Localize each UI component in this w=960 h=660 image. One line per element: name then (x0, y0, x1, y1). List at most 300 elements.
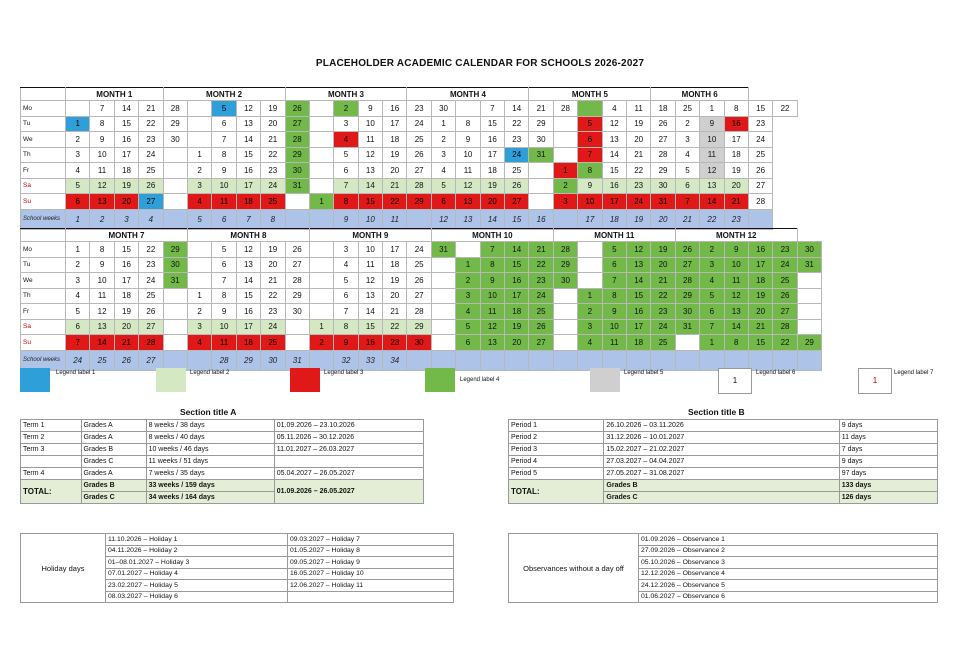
calendar-day: 14 (505, 101, 529, 117)
holidays-total-value: 133 days (839, 480, 937, 492)
calendar-day: 16 (724, 116, 748, 132)
calendar-day: 13 (700, 178, 724, 194)
calendar-day: 26 (139, 178, 163, 194)
calendar-day: 5 (431, 178, 455, 194)
calendar-day: 18 (236, 194, 260, 210)
calendar-day: 20 (114, 319, 138, 335)
observance-item: 27.09.2026 – Observance 2 (639, 545, 938, 557)
calendar-day (797, 288, 821, 304)
calendar-day: 9 (456, 132, 480, 148)
calendar-day: 19 (383, 273, 407, 289)
weeks-table (20, 419, 424, 504)
calendar-day (187, 101, 211, 117)
calendar-day: 29 (553, 257, 577, 273)
calendar-day: 22 (651, 288, 675, 304)
weeks-total-value: 33 weeks / 159 days (146, 480, 274, 492)
calendar-day: 27 (285, 116, 309, 132)
calendar-day: 11 (456, 163, 480, 179)
calendar-day: 1 (309, 194, 333, 210)
weeks-total-grade: Grades B (81, 480, 146, 492)
calendar-day: 8 (578, 163, 602, 179)
calendar-day: 19 (724, 163, 748, 179)
calendar-day: 14 (90, 335, 114, 351)
calendar-day: 29 (163, 116, 187, 132)
holiday-item: 16.05.2027 – Holiday 10 (287, 568, 453, 580)
calendar-day: 19 (505, 319, 529, 335)
observance-item: 05.10.2026 – Observance 3 (639, 557, 938, 569)
calendar-day: 3 (456, 288, 480, 304)
week-number: 11 (383, 209, 407, 229)
calendar-day: 2 (334, 101, 358, 117)
calendar-day: 31 (529, 147, 553, 163)
calendar-day: 9 (90, 257, 114, 273)
week-number (407, 350, 431, 370)
calendar-day: 30 (675, 304, 699, 320)
month-header: MONTH 4 (407, 88, 529, 101)
holiday-days-table (20, 533, 454, 603)
calendar-day: 1 (456, 257, 480, 273)
calendar-day (163, 304, 187, 320)
calendar-day: 9 (212, 163, 236, 179)
weeks-cell: 10 weeks / 46 days (146, 444, 274, 456)
calendar-day: 22 (626, 163, 650, 179)
week-number (505, 350, 529, 370)
calendar-day: 9 (578, 178, 602, 194)
calendar-day (309, 242, 333, 258)
calendar-day: 13 (90, 194, 114, 210)
calendar-day: 6 (334, 163, 358, 179)
calendar-day: 24 (529, 288, 553, 304)
legend-dayoff-box: 1 (858, 368, 892, 394)
month-header: MONTH 1 (66, 88, 164, 101)
week-number: 17 (578, 209, 602, 229)
calendar-day: 17 (236, 319, 260, 335)
calendar-day: 28 (651, 147, 675, 163)
calendar-day: 17 (383, 116, 407, 132)
calendar-day: 27 (139, 194, 163, 210)
calendar-day: 17 (383, 242, 407, 258)
calendar-day: 11 (212, 194, 236, 210)
calendar-day: 12 (358, 147, 382, 163)
calendar-day: 26 (407, 147, 431, 163)
calendar-day: 19 (383, 147, 407, 163)
calendar-day: 17 (480, 147, 504, 163)
calendar-day: 5 (334, 147, 358, 163)
calendar-day: 2 (578, 304, 602, 320)
calendar-day: 9 (334, 335, 358, 351)
calendar-day: 21 (529, 101, 553, 117)
calendar-day: 29 (529, 116, 553, 132)
calendar-day: 1 (700, 335, 724, 351)
calendar-day: 10 (358, 116, 382, 132)
calendar-day: 21 (114, 335, 138, 351)
calendar-day: 29 (797, 335, 821, 351)
calendar-day: 7 (578, 147, 602, 163)
calendar-day: 15 (358, 194, 382, 210)
calendar-day: 21 (529, 242, 553, 258)
calendar-day: 12 (700, 163, 724, 179)
calendar-day: 24 (407, 242, 431, 258)
calendar-day: 9 (700, 116, 724, 132)
calendar-day (431, 257, 455, 273)
month-header: MONTH 8 (187, 229, 309, 242)
calendar-day: 15 (114, 242, 138, 258)
calendar-day: 2 (700, 242, 724, 258)
calendar-day (578, 242, 602, 258)
calendar-day: 16 (383, 101, 407, 117)
week-number: 9 (334, 209, 358, 229)
holidays-cell: Period 1 (509, 420, 604, 432)
observance-item: 12.12.2026 – Observance 4 (639, 568, 938, 580)
calendar-day: 30 (163, 257, 187, 273)
calendar-day: 9 (480, 273, 504, 289)
week-number (163, 350, 187, 370)
calendar-day (553, 147, 577, 163)
calendar-day: 21 (383, 304, 407, 320)
calendar-day: 12 (724, 288, 748, 304)
calendar-day: 28 (285, 273, 309, 289)
calendar-day: 13 (456, 194, 480, 210)
month-header: MONTH 11 (553, 229, 675, 242)
calendar-day: 16 (236, 163, 260, 179)
legend-red-swatch (290, 368, 320, 392)
calendar-day (309, 163, 333, 179)
calendar-day (578, 101, 602, 117)
calendar-day: 28 (675, 273, 699, 289)
calendar-day: 3 (334, 116, 358, 132)
weeks-cell: Term 2 (21, 432, 82, 444)
weeks-table-title: Section title A (180, 407, 237, 417)
week-number (407, 209, 431, 229)
calendar-day: 13 (626, 257, 650, 273)
calendar-day: 26 (748, 163, 772, 179)
calendar-day: 30 (651, 178, 675, 194)
day-label: We (21, 132, 66, 148)
week-number: 12 (431, 209, 455, 229)
week-number (626, 350, 650, 370)
calendar-day: 13 (358, 163, 382, 179)
holidays-cell: Period 5 (509, 468, 604, 480)
calendar-day: 1 (431, 116, 455, 132)
week-number (309, 209, 333, 229)
calendar-day: 1 (187, 288, 211, 304)
calendar-day: 28 (163, 101, 187, 117)
calendar-day: 12 (456, 178, 480, 194)
calendar-day: 22 (261, 288, 285, 304)
week-number (285, 209, 309, 229)
legend-dayoff-label: Legend label 7 (894, 370, 934, 376)
calendar-day: 4 (334, 257, 358, 273)
calendar-day: 1 (700, 101, 724, 117)
calendar-day: 4 (66, 163, 90, 179)
weeks-total-value: 34 weeks / 164 days (146, 492, 274, 504)
week-number: 23 (724, 209, 748, 229)
calendar-day (529, 178, 553, 194)
calendar-day: 2 (187, 163, 211, 179)
week-number: 29 (236, 350, 260, 370)
calendar-day: 10 (456, 147, 480, 163)
calendar-day (163, 178, 187, 194)
weeks-cell (21, 456, 82, 468)
week-number (431, 350, 455, 370)
calendar-day: 9 (602, 304, 626, 320)
calendar-day: 5 (334, 273, 358, 289)
calendar-day: 13 (358, 288, 382, 304)
calendar-day: 19 (114, 304, 138, 320)
calendar-day: 20 (748, 304, 772, 320)
weeks-cell: Term 1 (21, 420, 82, 432)
week-number: 3 (114, 209, 138, 229)
calendar-day: 3 (578, 319, 602, 335)
calendar-day (309, 257, 333, 273)
observance-item: 24.12.2026 – Observance 5 (639, 580, 938, 592)
day-label: Fr (21, 163, 66, 179)
calendar-day: 24 (407, 116, 431, 132)
calendar-day: 8 (212, 288, 236, 304)
calendar-day: 11 (358, 132, 382, 148)
day-label: Tu (21, 116, 66, 132)
calendar-day: 11 (212, 335, 236, 351)
holidays-total-grade: Grades B (604, 480, 839, 492)
calendar-day: 10 (578, 194, 602, 210)
weeks-cell: Term 3 (21, 444, 82, 456)
calendar-day: 23 (505, 132, 529, 148)
week-number (602, 350, 626, 370)
calendar-day: 26 (407, 273, 431, 289)
legend-weekday-label: Legend label 6 (756, 370, 796, 376)
calendar-day (163, 335, 187, 351)
calendar-day: 17 (724, 132, 748, 148)
calendar-day: 1 (309, 319, 333, 335)
week-number: 20 (651, 209, 675, 229)
calendar-day: 23 (261, 163, 285, 179)
weeks-total-grade: Grades C (81, 492, 146, 504)
calendar-day: 9 (212, 304, 236, 320)
calendar-day: 27 (529, 335, 553, 351)
day-label: Su (21, 194, 66, 210)
calendar-day: 19 (261, 242, 285, 258)
week-number (724, 350, 748, 370)
holidays-cell: 97 days (839, 468, 937, 480)
day-label: We (21, 273, 66, 289)
holidays-cell: 7 days (839, 444, 937, 456)
week-number (700, 350, 724, 370)
calendar-day: 5 (700, 288, 724, 304)
calendar-day: 25 (261, 194, 285, 210)
calendar-day: 5 (602, 242, 626, 258)
calendar-day: 29 (285, 288, 309, 304)
weeks-cell: Grades A (81, 420, 146, 432)
calendar-day: 5 (212, 242, 236, 258)
holidays-cell: 27.05.2027 – 31.08.2027 (604, 468, 839, 480)
calendar-day: 25 (407, 132, 431, 148)
calendar-day: 25 (529, 304, 553, 320)
legend (20, 368, 934, 400)
calendar-day: 27 (139, 319, 163, 335)
calendar-day (431, 288, 455, 304)
holidays-cell: 11 days (839, 432, 937, 444)
weeks-cell (274, 456, 423, 468)
calendar-day: 11 (480, 304, 504, 320)
calendar-day: 24 (748, 132, 772, 148)
calendar-day: 15 (626, 288, 650, 304)
calendar-day: 10 (358, 242, 382, 258)
calendar-day: 20 (651, 257, 675, 273)
calendar-day: 14 (236, 273, 260, 289)
calendar-day: 26 (529, 319, 553, 335)
calendar-day: 6 (212, 257, 236, 273)
holiday-item: 09.03.2027 – Holiday 7 (287, 534, 453, 546)
holiday-item: 01–08.01.2027 – Holiday 3 (106, 557, 288, 569)
calendar-day (66, 101, 90, 117)
calendar-day: 8 (90, 116, 114, 132)
calendar-day: 2 (309, 335, 333, 351)
weeks-cell: Grades A (81, 468, 146, 480)
weeks-cell: 05.11.2026 – 30.12.2026 (274, 432, 423, 444)
calendar-day: 6 (431, 194, 455, 210)
week-number: 16 (529, 209, 553, 229)
calendar-day (553, 132, 577, 148)
calendar-day: 18 (651, 101, 675, 117)
calendar-day: 25 (748, 147, 772, 163)
holiday-item: 12.06.2027 – Holiday 11 (287, 580, 453, 592)
calendar-day: 9 (358, 101, 382, 117)
calendar-day: 31 (651, 194, 675, 210)
calendar-day: 31 (163, 273, 187, 289)
calendar-day: 25 (139, 163, 163, 179)
weeks-cell: Grades A (81, 432, 146, 444)
calendar-day: 23 (748, 116, 772, 132)
calendar-day: 3 (66, 273, 90, 289)
weeks-cell: 8 weeks / 40 days (146, 432, 274, 444)
calendar-day: 18 (114, 163, 138, 179)
calendar-day: 30 (407, 335, 431, 351)
legend-green-swatch (425, 368, 455, 392)
holiday-item: 09.05.2027 – Holiday 9 (287, 557, 453, 569)
calendar-day: 19 (748, 288, 772, 304)
holidays-cell: 9 days (839, 420, 937, 432)
calendar-day: 18 (383, 257, 407, 273)
holiday-item: 01.05.2027 – Holiday 8 (287, 545, 453, 557)
calendar-day: 15 (236, 288, 260, 304)
calendar-day: 2 (66, 257, 90, 273)
weeks-cell: 05.04.2027 – 26.05.2027 (274, 468, 423, 480)
calendar-day: 7 (480, 242, 504, 258)
weeks-total-period: 01.09.2026 – 26.05.2027 (274, 480, 423, 504)
calendar-day: 12 (236, 101, 260, 117)
calendar-day: 21 (651, 273, 675, 289)
calendar-day: 13 (90, 319, 114, 335)
calendar-day: 10 (700, 132, 724, 148)
legend-blue-label: Legend label 1 (56, 370, 96, 376)
week-number: 34 (383, 350, 407, 370)
calendar-day: 7 (90, 101, 114, 117)
calendar-top (20, 87, 798, 230)
week-number: 21 (675, 209, 699, 229)
calendar-day: 23 (261, 304, 285, 320)
calendar-day: 5 (66, 178, 90, 194)
calendar-day: 16 (748, 242, 772, 258)
calendar-day: 1 (553, 163, 577, 179)
month-header: MONTH 12 (675, 229, 797, 242)
calendar-day: 29 (675, 288, 699, 304)
calendar-day: 29 (651, 163, 675, 179)
calendar-day: 28 (407, 304, 431, 320)
calendar-day: 14 (505, 242, 529, 258)
calendar-day: 13 (480, 335, 504, 351)
holidays-cell: Period 3 (509, 444, 604, 456)
calendar-day: 3 (553, 194, 577, 210)
calendar-day: 11 (358, 257, 382, 273)
calendar-day: 24 (651, 319, 675, 335)
legend-weekday-box: 1 (718, 368, 752, 394)
calendar-day: 16 (114, 257, 138, 273)
weeks-cell: 01.09.2026 – 23.10.2026 (274, 420, 423, 432)
calendar-day: 17 (114, 147, 138, 163)
week-number (480, 350, 504, 370)
calendar-day: 10 (212, 178, 236, 194)
calendar-day (187, 132, 211, 148)
holidays-table-title: Section title B (688, 407, 745, 417)
calendar-day (456, 101, 480, 117)
calendar-day: 4 (456, 304, 480, 320)
calendar-day: 23 (139, 257, 163, 273)
calendar-day: 26 (139, 304, 163, 320)
calendar-day (285, 335, 309, 351)
calendar-day (431, 319, 455, 335)
calendar-day (309, 304, 333, 320)
calendar-day: 20 (261, 116, 285, 132)
week-number (675, 350, 699, 370)
week-number: 7 (236, 209, 260, 229)
calendar-day: 4 (675, 147, 699, 163)
calendar-day (187, 273, 211, 289)
holidays-cell: 31.12.2026 – 10.01.2027 (604, 432, 839, 444)
calendar-day: 6 (334, 288, 358, 304)
calendar-day: 4 (187, 335, 211, 351)
week-number: 8 (261, 209, 285, 229)
calendar-day: 29 (163, 242, 187, 258)
calendar-day: 22 (139, 116, 163, 132)
calendar-day: 23 (383, 335, 407, 351)
calendar-day: 8 (602, 288, 626, 304)
calendar-day (163, 163, 187, 179)
legend-gray-swatch (590, 368, 620, 392)
calendar-day: 7 (212, 132, 236, 148)
calendar-day: 20 (626, 132, 650, 148)
week-number: 2 (90, 209, 114, 229)
calendar-day (187, 242, 211, 258)
calendar-day (675, 335, 699, 351)
calendar-day: 18 (748, 273, 772, 289)
calendar-day: 17 (748, 257, 772, 273)
calendar-day: 12 (90, 178, 114, 194)
week-number: 19 (626, 209, 650, 229)
calendar-day: 25 (675, 101, 699, 117)
calendar-day: 5 (578, 116, 602, 132)
calendar-day: 28 (139, 335, 163, 351)
calendar-day: 28 (553, 242, 577, 258)
calendar-day: 2 (187, 304, 211, 320)
weeks-cell: Grades C (81, 456, 146, 468)
calendar-day (309, 101, 333, 117)
calendar-day: 28 (748, 194, 772, 210)
calendar-day: 12 (602, 116, 626, 132)
week-number: 6 (212, 209, 236, 229)
calendar-day (553, 319, 577, 335)
calendar-day: 26 (285, 101, 309, 117)
weeks-cell: Term 4 (21, 468, 82, 480)
